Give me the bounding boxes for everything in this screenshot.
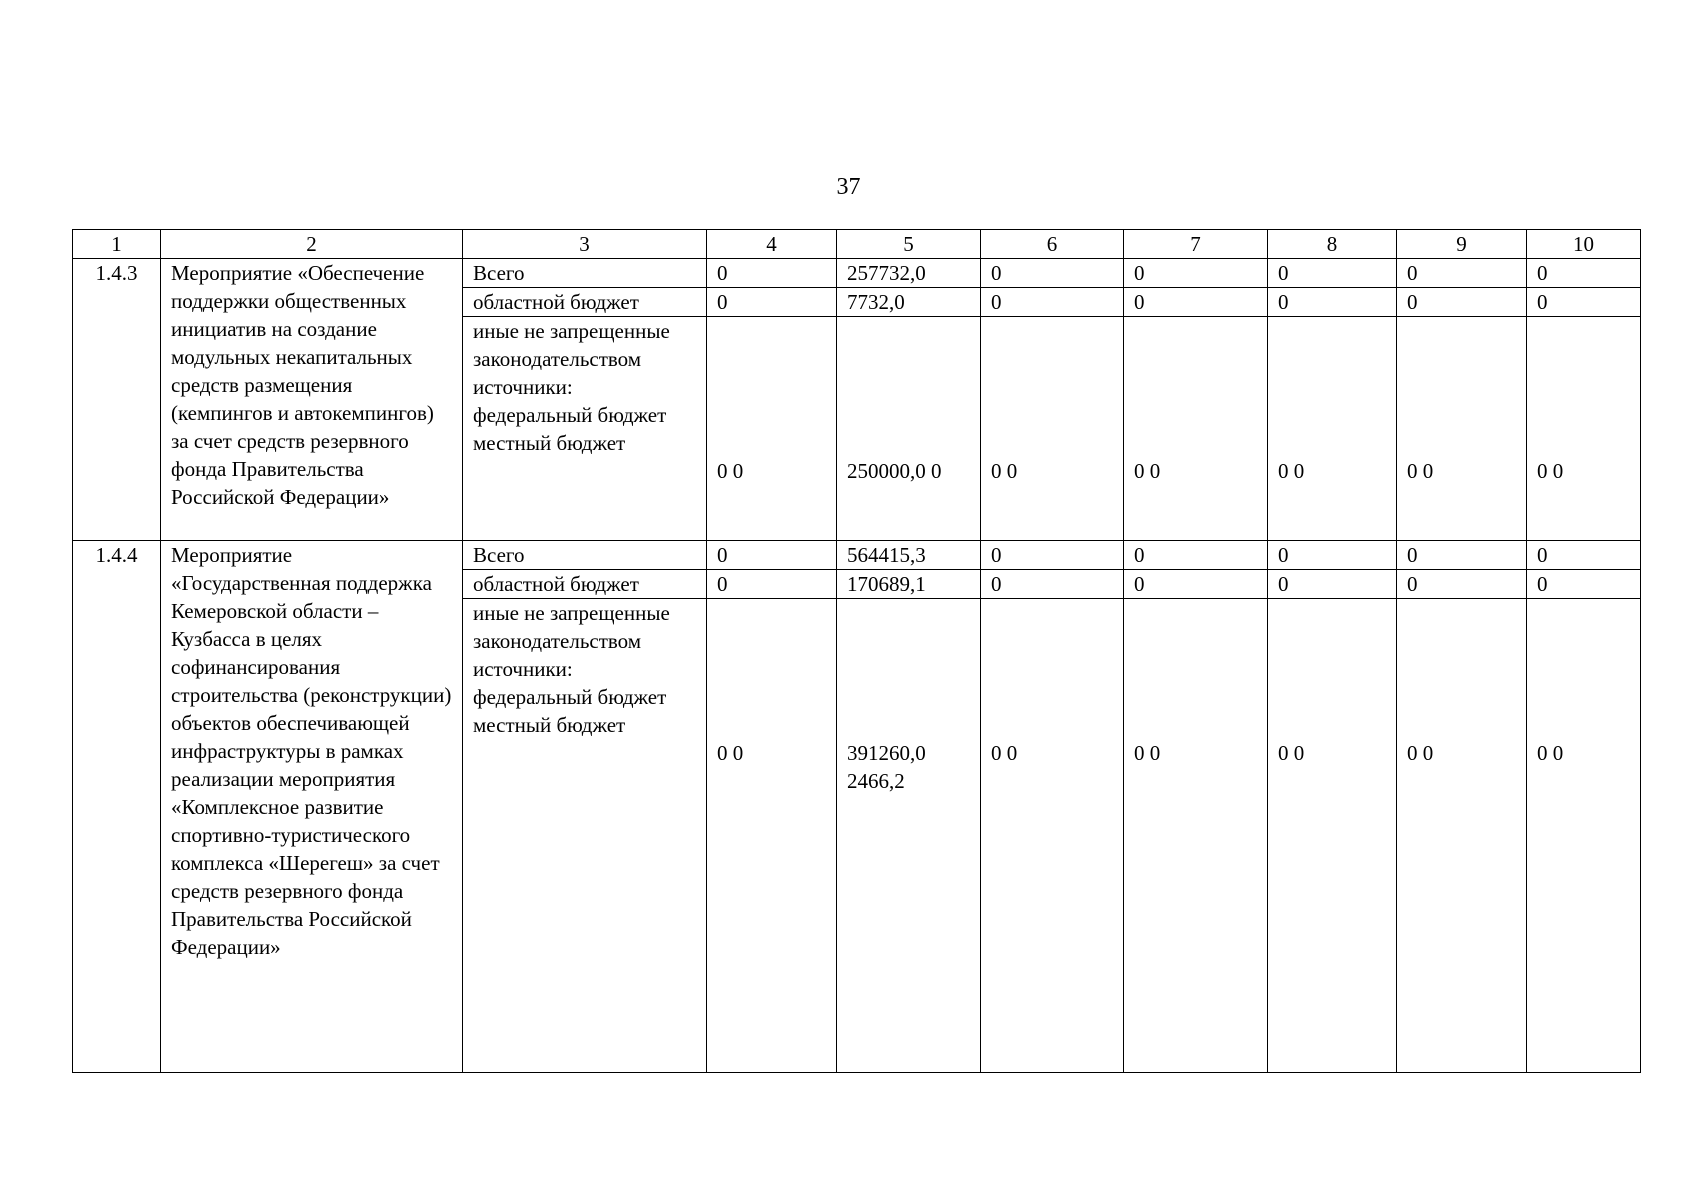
value-cell: 0	[707, 570, 837, 599]
value-cell: 257732,0	[837, 259, 981, 288]
value-cell: 0	[981, 570, 1124, 599]
value-cell: 0 0	[981, 317, 1124, 541]
value-cell: 0	[1527, 259, 1641, 288]
value-cell: 0	[1124, 541, 1268, 570]
activity-name: Мероприятие «Государственная поддержка Кемеровской области – Кузбасса в целях софинансирования строительства (реконструкции) объектов обеспечивающей инфраструктуры в рамках реализации мероприятия «Комплексное развитие спортивно-туристического комплекса «Шерегеш» за счет средств резервного фонда Правительства Российской Федерации»	[161, 541, 463, 1073]
column-header: 6	[981, 230, 1124, 259]
value-cell: 0	[1527, 288, 1641, 317]
activity-name: Мероприятие «Обеспечение поддержки общественных инициатив на создание модульных некапитальных средств размещения (кемпингов и автокемпингов) за счет средств резервного фонда Правительства Российской Федерации»	[161, 259, 463, 541]
value-cell: 0	[981, 288, 1124, 317]
value-cell: 0 0	[1268, 317, 1397, 541]
column-header: 7	[1124, 230, 1268, 259]
value-cell: 0	[1397, 288, 1527, 317]
budget-table	[72, 229, 1641, 1073]
column-header: 10	[1527, 230, 1641, 259]
value-cell: 0	[1397, 570, 1527, 599]
value-cell: 0	[981, 541, 1124, 570]
value-cell: 564415,3	[837, 541, 981, 570]
value-cell: 7732,0	[837, 288, 981, 317]
value-cell: 0	[1268, 541, 1397, 570]
value-cell: 0	[1527, 570, 1641, 599]
value-cell: 0 0	[981, 599, 1124, 1073]
value-cell: 0	[1268, 288, 1397, 317]
column-header: 8	[1268, 230, 1397, 259]
funding-source-label: иные не запрещенные законодательством источники: федеральный бюджет местный бюджет	[463, 599, 707, 1073]
page-number: 37	[836, 174, 861, 200]
table-header-row	[73, 230, 1641, 259]
value-cell: 0	[1527, 541, 1641, 570]
column-header: 1	[73, 230, 161, 259]
activity-code: 1.4.3	[73, 259, 161, 541]
funding-source-label: иные не запрещенные законодательством источники: федеральный бюджет местный бюджет	[463, 317, 707, 541]
value-cell: 170689,1	[837, 570, 981, 599]
column-header: 5	[837, 230, 981, 259]
value-cell: 0	[1397, 541, 1527, 570]
value-cell: 0 0	[1527, 317, 1641, 541]
value-cell: 0	[1124, 288, 1268, 317]
value-cell: 391260,0 2466,2	[837, 599, 981, 1073]
value-cell: 0 0	[1397, 317, 1527, 541]
value-cell: 0 0	[707, 599, 837, 1073]
value-cell: 0 0	[1397, 599, 1527, 1073]
value-cell: 250000,0 0	[837, 317, 981, 541]
value-cell: 0 0	[1124, 599, 1268, 1073]
value-cell: 0 0	[1124, 317, 1268, 541]
activity-code: 1.4.4	[73, 541, 161, 1073]
value-cell: 0	[707, 541, 837, 570]
funding-source-label: Всего	[463, 259, 707, 288]
value-cell: 0	[707, 288, 837, 317]
value-cell: 0	[707, 259, 837, 288]
value-cell: 0 0	[1527, 599, 1641, 1073]
value-cell: 0	[1268, 570, 1397, 599]
funding-source-label: Всего	[463, 541, 707, 570]
value-cell: 0 0	[707, 317, 837, 541]
funding-source-label: областной бюджет	[463, 570, 707, 599]
value-cell: 0	[1124, 259, 1268, 288]
funding-source-label: областной бюджет	[463, 288, 707, 317]
column-header: 4	[707, 230, 837, 259]
column-header: 2	[161, 230, 463, 259]
column-header: 3	[463, 230, 707, 259]
value-cell: 0	[981, 259, 1124, 288]
table-row	[73, 541, 1641, 570]
column-header: 9	[1397, 230, 1527, 259]
table-row	[73, 259, 1641, 288]
value-cell: 0 0	[1268, 599, 1397, 1073]
value-cell: 0	[1397, 259, 1527, 288]
value-cell: 0	[1124, 570, 1268, 599]
value-cell: 0	[1268, 259, 1397, 288]
